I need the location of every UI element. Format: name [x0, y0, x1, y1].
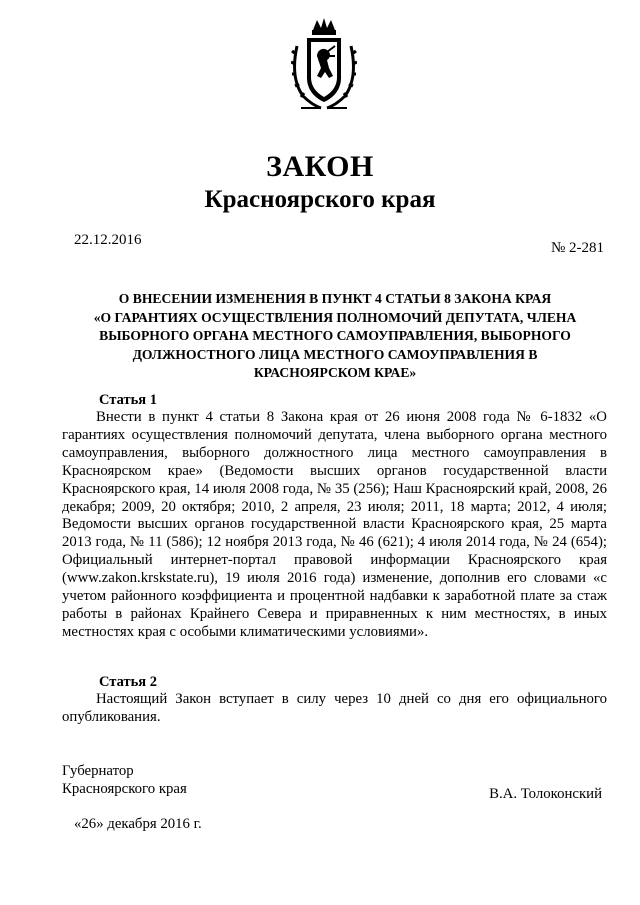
- krasnoyarsk-coat-of-arms-icon: [291, 16, 357, 112]
- issuing-region-title: Красноярского края: [204, 186, 436, 213]
- article-1-title: Статья 1: [99, 392, 157, 408]
- law-heading: [60, 290, 610, 383]
- document-type-title: ЗАКОН: [266, 150, 374, 183]
- law-heading-line: ДОЛЖНОСТНОГО ЛИЦА МЕСТНОГО САМОУПРАВЛЕНИЯ В: [132, 346, 538, 362]
- law-heading-line: О ВНЕСЕНИИ ИЗМЕНЕНИЯ В ПУНКТ 4 СТАТЬИ 8 ЗАКОНА КРАЯ: [118, 291, 552, 306]
- law-heading-line: «О ГАРАНТИЯХ ОСУЩЕСТВЛЕНИЯ ПОЛНОМОЧИЙ ДЕПУТАТА, ЧЛЕНА: [93, 309, 577, 325]
- law-number: № 2-281: [550, 240, 604, 256]
- signing-date: «26» декабря 2016 г.: [74, 816, 202, 832]
- law-date: 22.12.2016: [74, 232, 142, 248]
- law-heading-line: КРАСНОЯРСКОМ КРАЕ»: [253, 365, 417, 381]
- signatory-position: Губернатор: [62, 763, 134, 779]
- signatory-region: Красноярского края: [62, 781, 187, 797]
- article-2-title: Статья 2: [99, 674, 157, 690]
- article-2-text: Настоящий Закон вступает в силу через 10 дней со дня его официального опубликования.: [62, 691, 607, 725]
- law-heading-line: ВЫБОРНОГО ОРГАНА МЕСТНОГО САМОУПРАВЛЕНИЯ, ВЫБОРНОГО: [99, 328, 571, 344]
- article-1-text: Внести в пункт 4 статьи 8 Закона края от 26 июня 2008 года № 6-1832 «О гарантиях осуществления полномочий депутата, члена выборного органа местного самоуправления, выборного должностного лица местного самоуправления в Красноярском крае» (Ведомости высших органов государственной власти Красноярского края, 14 июля 2008 года, № 35 (256); Наш Красноярский край, 2008, 26 декабря; 2009, 20 октября; 2010, 2 апреля, 23 июля; 2011, 18 марта; 2012, 4 июля; Ведомости высших органов государственной власти Красноярского края, 25 марта 2013 года, № 11 (586); 12 ноября 2013 года, № 46 (621); 4 июля 2014 года, № 24 (654); Официальный интернет-портал правовой информации Красноярского края (www.zakon.krskstate.ru), 19 июля 2016 года) изменение, дополнив его словами «с учетом районного коэффициента и процентной надбавки к заработной плате за стаж работы в районах Крайнего Севера и приравненных к ним местностях, в иных местностях края с особыми климатическими условиями».: [62, 409, 607, 640]
- signatory-name: В.А. Толоконский: [489, 786, 602, 802]
